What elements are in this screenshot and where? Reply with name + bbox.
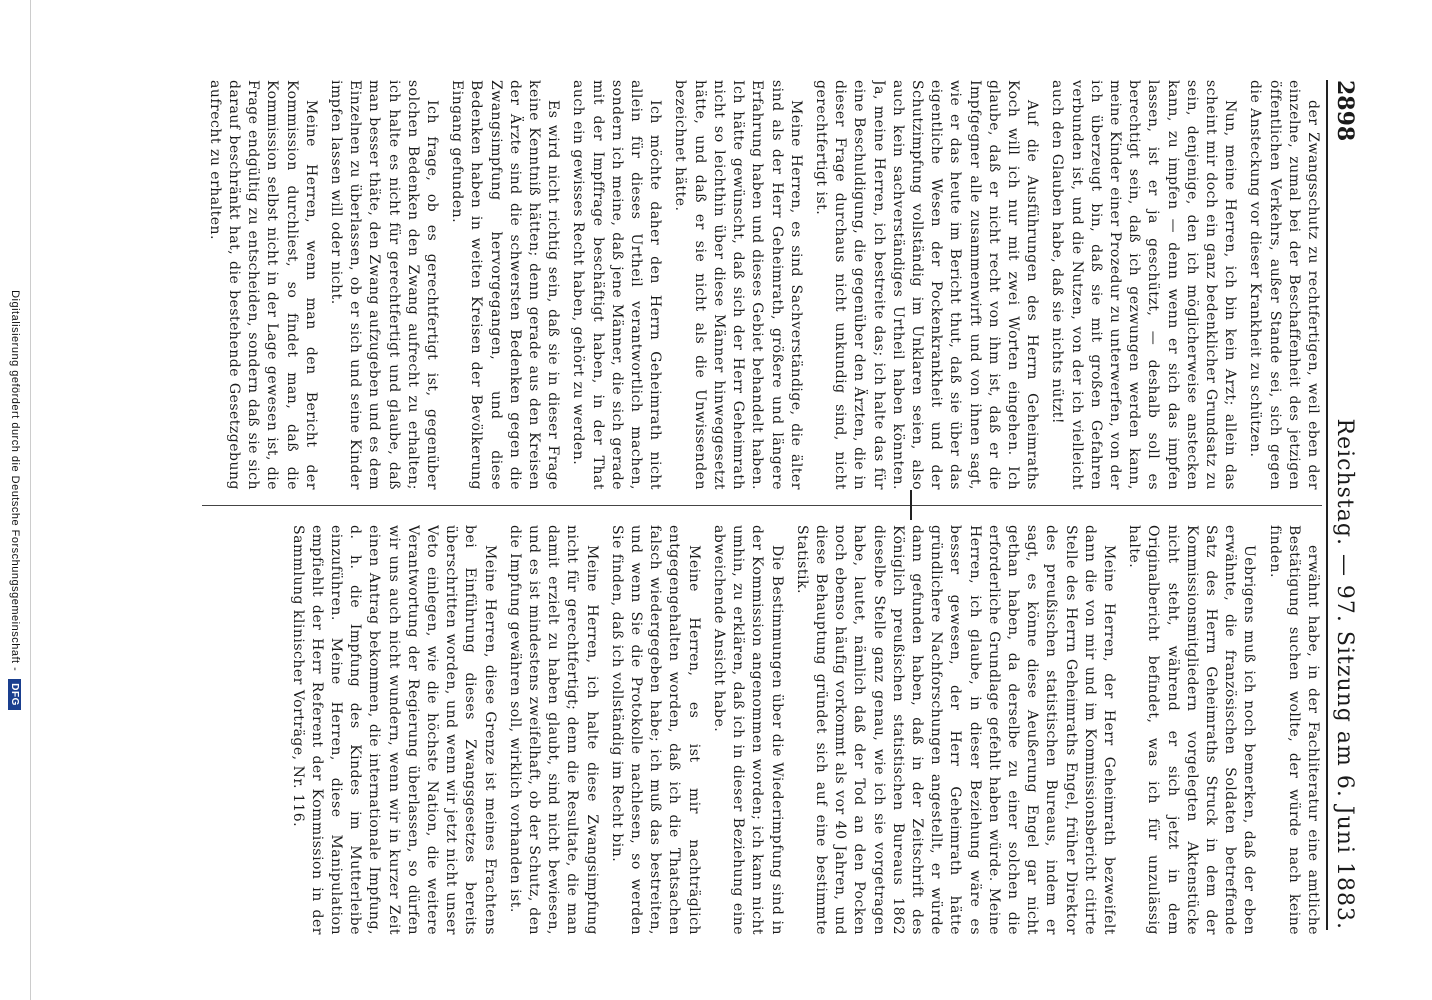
paragraph: Nun, meine Herren, ich bin kein Arzt; allein das scheint mir doch ein ganz bedenklicher Grundsatz zu sein, denjenige, den ich möglicherweise anstecken kann, zu impfen — denn wenn er sich das impfen lassen, ist er ja geschützt, — deshalb soll es berechtigt sein, daß ich gezwungen werden kann, meine Kinder einer Prozedur zu unterwerfen, von der ich überzeugt bin, daß sie mit großen Gefahren verbunden ist, und die Nutzen, von der ich vielleicht auch den Glauben habe, daß sie nichts nützt! [1049,80,1239,490]
paragraph: der Zwangsschutz zu rechtfertigen, weil eben der einzelne, zumal bei der Beschaffenheit des jetzigen öffentlichen Verkehrs, außer Stande sei, sich gegen die Ansteckung vor dieser Krankheit zu schützen. [1247,80,1321,490]
paragraph: Meine Herren, der Herr Geheimrath bezweifelt dann die von mir und im Kommissionsbericht citirte Stelle des Herrn Geheimraths Engel, früher Direktor des preußischen statistischen Bureaus, indem er sagt, es könne diese Aeußerung Engel gar nicht gethan haben, da derselbe zu einer solchen die erforderliche Grundlage gefehlt haben würde. Meine Herren, ich glaube, in dieser Beziehung wäre es besser gewesen, der Herr Geheimrath hätte gründlichere Nachforschungen angestellt, er würde dann gefunden haben, daß in der Zeitschrift des Königlich preußischen statistischen Bureaus 1862 dieselbe Stelle ganz genau, wie ich sie vorgetragen habe, lautet, nämlich daß der Tod an den Pocken noch ebenso häufig vorkommt als vor 40 Jahren, und diese Behauptung gründet sich auf eine bestimmte Statistik. [793,525,1117,935]
paragraph: erwähnt habe, in der Fachliteratur eine amtliche Bestätigung suchen wollte, der würde nach keine finden. [1266,525,1321,935]
paragraph: Uebrigens muß ich noch bemerken, daß der eben erwähnte, die französischen Soldaten betreffende Satz des Herrn Geheimraths Struck in dem der Kommissionsmitgliedern vorgelegten Aktenstücke nicht steht, während er sich jetzt in dem Originalbericht befindet, was ich für unzulässig halte. [1126,525,1258,935]
digitization-credit [0,0,31,1000]
paragraph: Es wird nicht richtig sein, daß sie in dieser Frage keine Kenntniß hätten; denn gerade aus den Kreisen der Ärzte sind die schwersten Bedenken gegen die Zwangsimpfung hervorgegangen, und diese Bedenken haben in weiten Kreisen der Bevölkerung Eingang gefunden. [449,80,562,490]
paragraph: Meine Herren, ich halte diese Zwangsimpfung nicht für gerechtfertigt; denn die Resultate, die man damit erzielt zu haben glaubt, sind nicht bewiesen, und es ist mindestens zweifelhaft, ob der Schutz, den die Impfung gewähren soll, wirklich vorhanden ist. [506,525,600,935]
paragraph: Meine Herren, es sind Sachverständige, die älter sind als der Herr Geheimrath, größere und längere Erfahrung haben und dieses Gebiet behandelt haben. Ich hätte gewünscht, daß sich der Herr Geheimrath nicht so leichthin über diese Männer hinweggesetzt hätte, und daß er sie nicht als die Unwissenden bezeichnet hätte. [672,80,804,490]
column-divider [202,505,1322,506]
header-title: Reichstag. — 97. Sitzung am 6. Juni 1883. [1332,418,1357,930]
column-divider-mark [910,490,912,520]
dfg-logo: DFG [9,679,22,710]
credit-text: Digitalisierung gefördert durch die Deutsche Forschungsgemeinschaft - [9,290,21,672]
paragraph: Auf die Ausführungen des Herrn Geheimraths Koch will ich nur mit zwei Worten eingehen. Ich glaube, daß er nicht recht von ihm ist, daß er die Impfgegner alle zusammenwirft und von ihnen sagt, wie er das heute im Bericht thut, daß sie über das eigentliche Wesen der Pockenkrankheit und der Schutzimpfung vollständig im Unklaren seien, also auch kein sachverständiges Urtheil haben könnten. Ja, meine Herren, ich bestreite das; ich halte das für eine Beschuldigung, die gegenüber den Ärzten, die in dieser Frage durchaus nicht unkundig sind, nicht gerechtfertigt ist. [812,80,1041,490]
paragraph: Meine Herren, es ist mir nachträglich entgegengehalten worden, daß ich die Thatsachen falsch wiedergegeben habe; ich muß das bestreiten, und wenn Sie die Protokolle nachlesen, so werden Sie finden, daß ich vollständig im Recht bin. [608,525,702,935]
paragraph: Die Bestimmungen über die Wiederimpfung sind in der Kommission angenommen worden; ich kann nicht umhin, zu erklären, daß ich in dieser Beziehung eine abweichende Ansicht habe. [710,525,785,935]
text-column-right [202,525,1322,935]
page-number: 2898 [1332,80,1358,142]
paragraph: Ich frage, ob es gerechtfertigt ist, gegenüber solchen Bedenken den Zwang aufrecht zu erhalten; ich halte es nicht für gerechtfertigt und glaube, daß man besser thäte, den Zwang aufzugeben und es dem Einzelnen zu überlassen, ob er sich und seine Kinder impfen lassen will oder nicht. [328,80,441,490]
running-header [1326,80,1372,930]
paragraph: Ich möchte daher den Herrn Geheimrath nicht allein für dieses Urtheil verantwortlich machen, sondern ich meine, daß jene Männer, die sich gerade mit der Impffrage beschäftigt haben, in der That auch ein gewisses Recht haben, gehört zu werden. [570,80,664,490]
paragraph: Meine Herren, wenn man den Bericht der Kommission durchliest, so findet man, daß die Kommission selbst nicht in der Lage gewesen ist, die Frage endgültig zu entscheiden, sondern daß sie sich darauf beschränkt hat, die bestehende Gesetzgebung aufrecht zu erhalten. [206,80,319,490]
paragraph: Meine Herren, diese Grenze ist meines Erachtens bei Einführung dieses Zwangsgesetzes bereits überschritten worden, und wenn wir jetzt nicht unser Veto einlegen, wie die höchste Nation, die weitere Verantwortung der Regierung überlassen, so dürfen wir uns auch nicht wundern, wenn wir in kurzer Zeit einen Antrag bekommen, die internationale Impfung, d. h. die Impfung des Kindes im Mutterleibe einzuführen. Meine Herren, diese Manipulation empfiehlt der Herr Referent der Kommission in der Sammlung klinischer Vorträge, Nr. 116. [289,525,498,935]
text-column-left [202,80,1322,490]
